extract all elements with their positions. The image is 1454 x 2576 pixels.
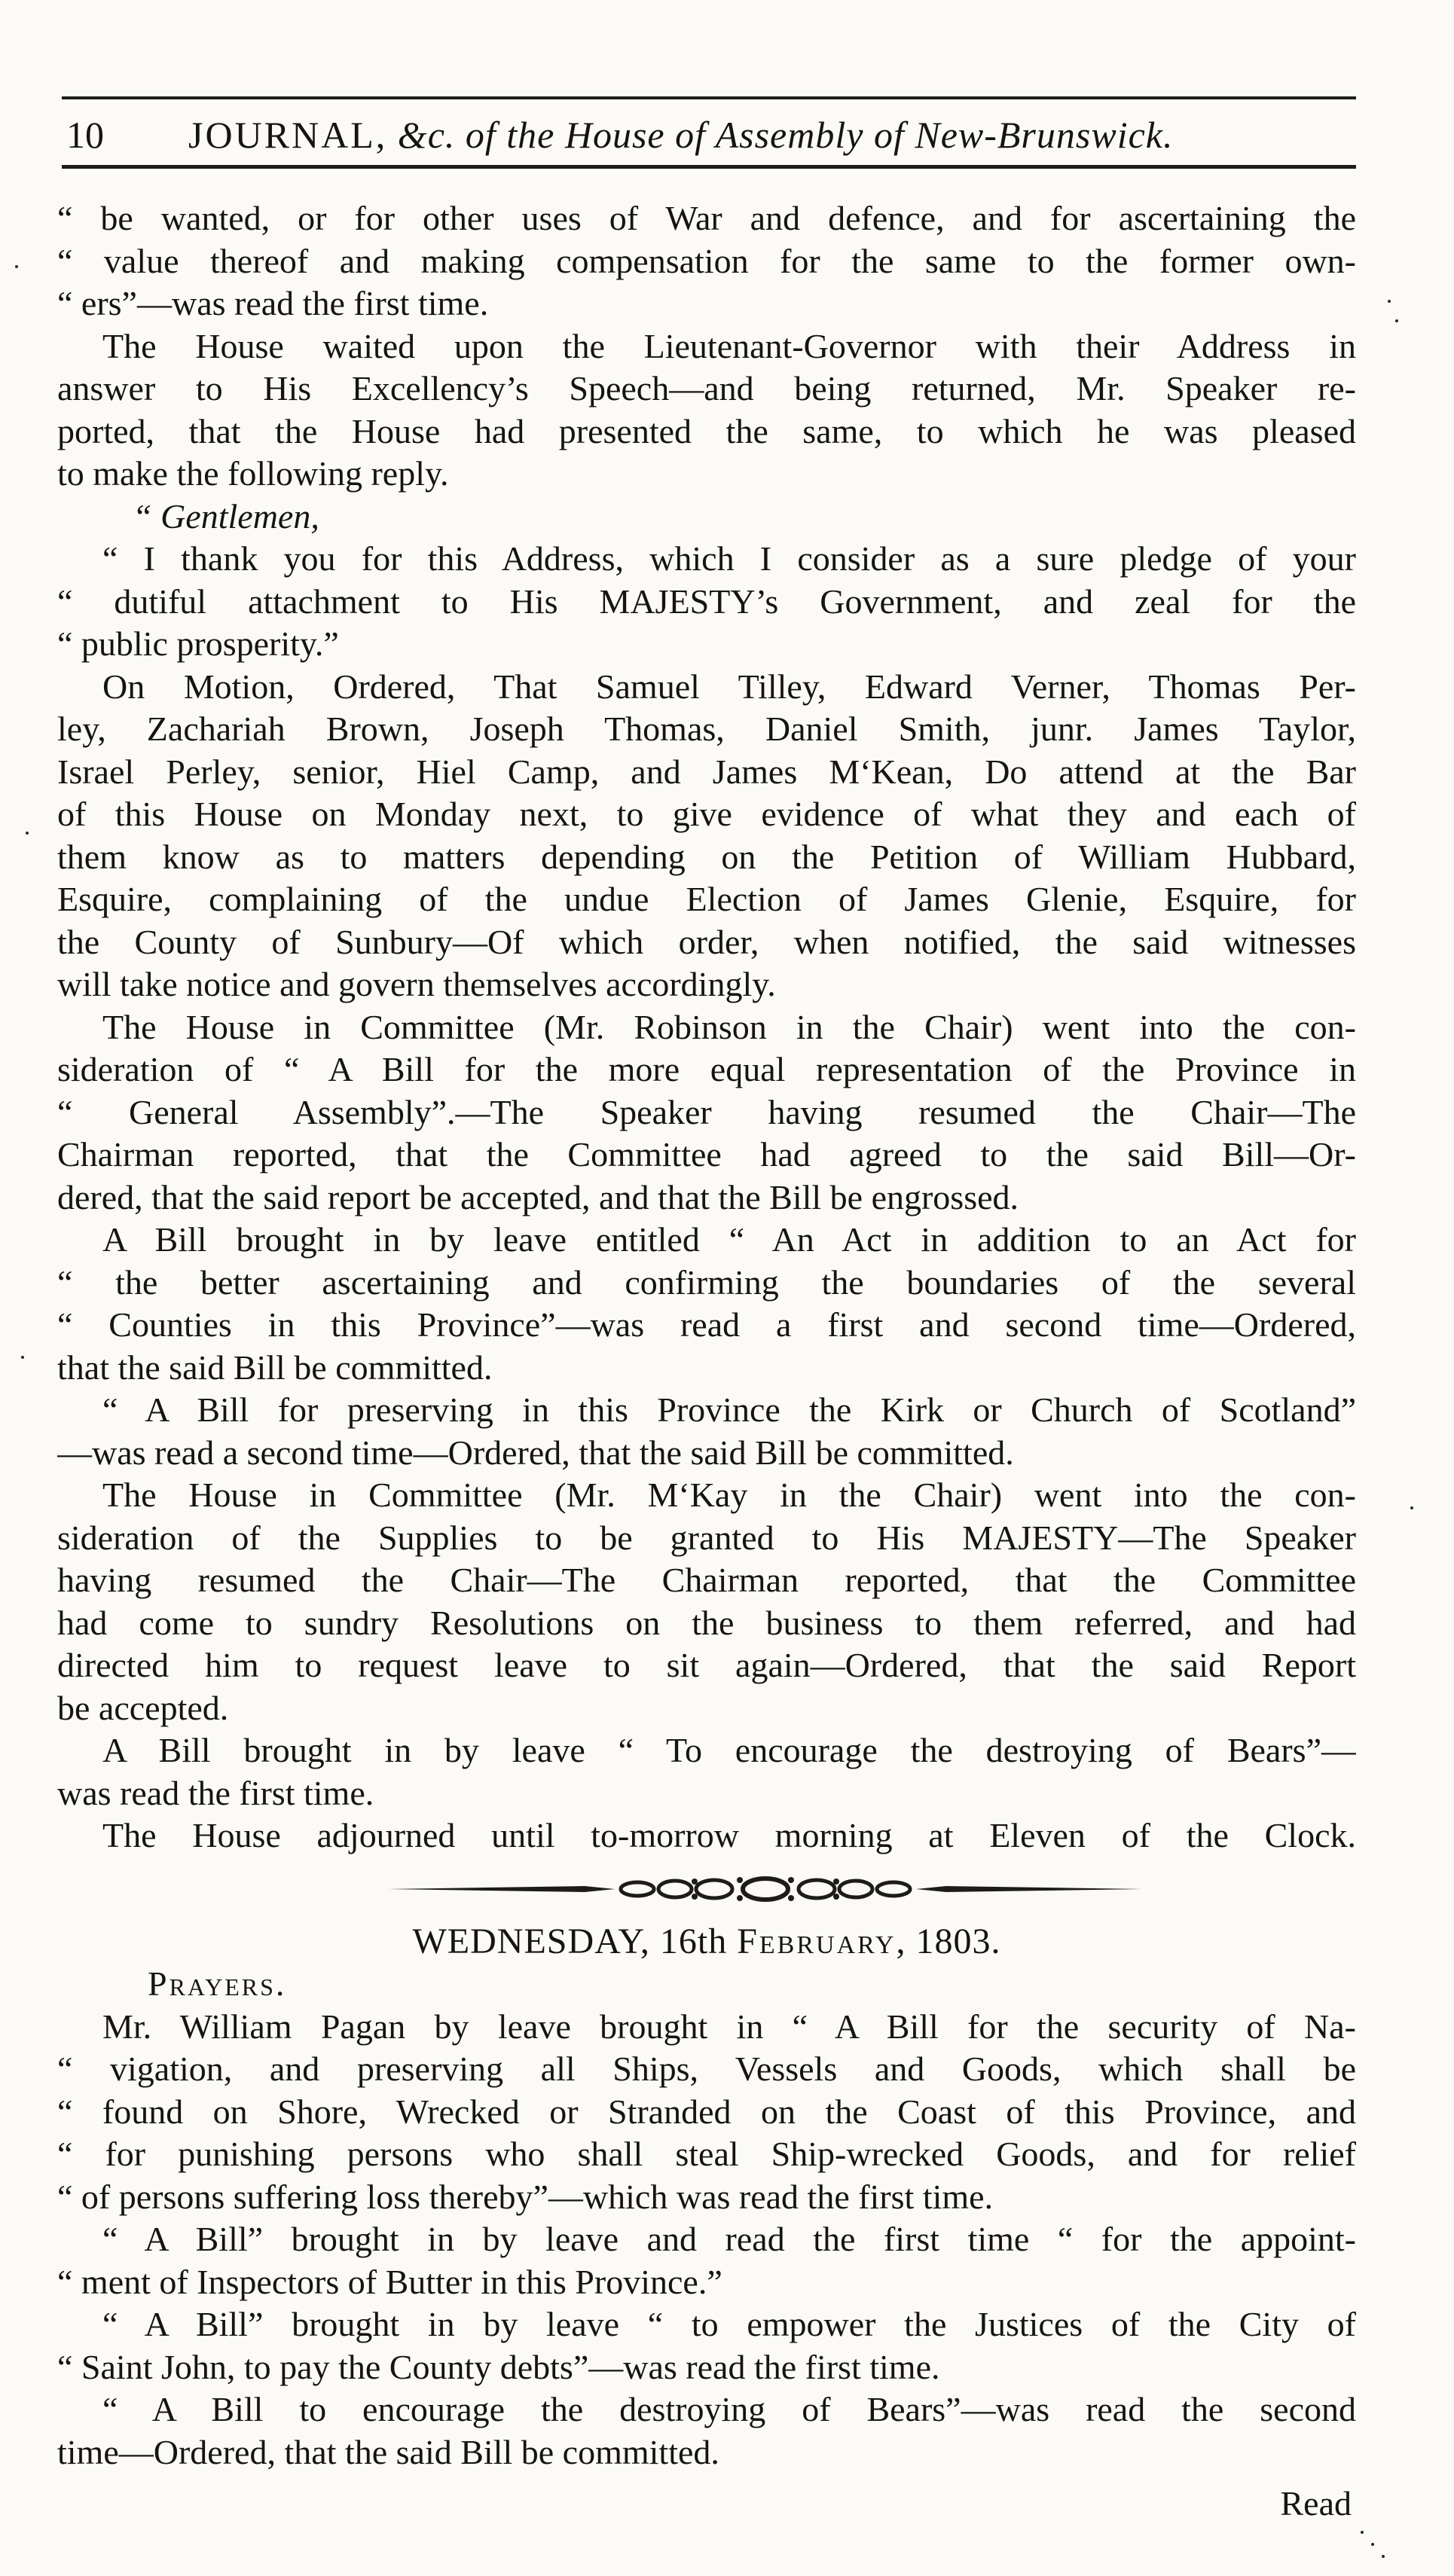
text-line: Esquire, complaining of the undue Election of James Glenie, Esquire, for <box>57 880 1356 918</box>
text-line: On Motion, Ordered, That Samuel Tilley, Edward Verner, Thomas Per- <box>102 667 1356 706</box>
text-line: The House waited upon the Lieutenant-Governor with their Address in <box>102 326 1356 365</box>
text-line: Chairman reported, that the Committee had agreed to the said Bill—Or- <box>57 1135 1356 1174</box>
text-line: “ General Assembly”.—The Speaker having resumed the Chair—The <box>57 1092 1356 1131</box>
text-line: answer to His Excellency’s Speech—and being returned, Mr. Speaker re- <box>57 369 1356 407</box>
text-line: that the said Bill be committed. <box>57 1348 493 1387</box>
text-line: them know as to matters depending on the Petition of William Hubbard, <box>57 837 1356 876</box>
text-line: “ dutiful attachment to His MAJESTY’s Government, and zeal for the <box>57 581 1356 621</box>
text-line: be accepted. <box>57 1688 229 1727</box>
catchword: Read <box>1280 2484 1352 2523</box>
text-line: A Bill brought in by leave “ To encourage the destroying of Bears”— <box>102 1731 1356 1769</box>
text-line: Mr. William Pagan by leave brought in “ A Bill for the security of Na- <box>102 2007 1356 2046</box>
text-line: “ of persons suffering loss thereby”—which was read the first time. <box>57 2177 994 2216</box>
text-line: “ Saint John, to pay the County debts”—was read the first time. <box>57 2347 940 2386</box>
text-line: “ A Bill” brought in by leave “ to empower the Justices of the City of <box>102 2305 1356 2343</box>
journal-text <box>57 197 1356 2526</box>
text-line: to make the following reply. <box>57 454 449 493</box>
text-line: “ for punishing persons who shall steal Ship-wrecked Goods, and for relief <box>57 2135 1356 2173</box>
text-line: “ A Bill to encourage the destroying of Bears”—was read the second <box>102 2390 1356 2428</box>
text-line: “ the better ascertaining and confirming the boundaries of the several <box>57 1262 1356 1302</box>
text-line: “ ers”—was read the first time. <box>57 284 489 322</box>
text-line: “ found on Shore, Wrecked or Stranded on the Coast of this Province, and <box>57 2092 1356 2131</box>
text-line: ley, Zachariah Brown, Joseph Thomas, Daniel Smith, junr. James Taylor, <box>57 710 1356 748</box>
text-line: “ I thank you for this Address, which I consider as a sure pledge of your <box>102 539 1356 578</box>
text-line: time—Ordered, that the said Bill be committed. <box>57 2432 719 2471</box>
running-head-journal: JOURNAL, <box>188 114 388 156</box>
text-line: “ vigation, and preserving all Ships, Vessels and Goods, which shall be <box>57 2050 1356 2088</box>
running-head <box>188 108 1173 161</box>
text-line: The House adjourned until to-morrow morning at Eleven of the Clock. <box>102 1816 1356 1854</box>
running-head-rest: &c. of the House of Assembly of New-Brunswick. <box>387 114 1174 156</box>
text-line: The House in Committee (Mr. Robinson in the Chair) went into the con- <box>102 1007 1356 1046</box>
text-line: having resumed the Chair—The Chairman reported, that the Committee <box>57 1561 1356 1599</box>
text-line: —was read a second time—Ordered, that the said Bill be committed. <box>57 1433 1014 1472</box>
text-line: The House in Committee (Mr. M‘Kay in the Chair) went into the con- <box>102 1476 1356 1514</box>
page-number: 10 <box>66 114 104 156</box>
ornamental-divider <box>57 1857 1356 1921</box>
text-line: sideration of the Supplies to be granted to His MAJESTY—The Speaker <box>57 1518 1356 1557</box>
text-line: will take notice and govern themselves accordingly. <box>57 965 776 1003</box>
text-line: the County of Sunbury—Of which order, when notified, the said witnesses <box>57 922 1356 961</box>
text-line: of this House on Monday next, to give evidence of what they and each of <box>57 795 1356 833</box>
text-line: “ public prosperity.” <box>57 624 339 663</box>
text-line: “ A Bill for preserving in this Province the Kirk or Church of Scotland” <box>102 1390 1356 1429</box>
text-line: was read the first time. <box>57 1773 374 1812</box>
prayers-label: Prayers. <box>148 1964 287 2003</box>
day-heading: WEDNESDAY, 16th February, 1803. <box>412 1921 1001 1961</box>
text-line: ported, that the House had presented the same, to which he was pleased <box>57 411 1356 450</box>
text-line: sideration of “ A Bill for the more equal representation of the Province in <box>57 1050 1356 1088</box>
text-line: A Bill brought in by leave entitled “ An Act in addition to an Act for <box>102 1220 1356 1259</box>
text-line: “ value thereof and making compensation for the same to the former own- <box>57 241 1356 280</box>
text-line: “ ment of Inspectors of Butter in this Province.” <box>57 2262 722 2301</box>
text-line: dered, that the said report be accepted, and that the Bill be engrossed. <box>57 1177 1019 1216</box>
ornament-icon <box>389 1874 1142 1904</box>
text-line: “ Gentlemen, <box>133 496 319 536</box>
text-line: directed him to request leave to sit again—Ordered, that the said Report <box>57 1646 1356 1684</box>
text-line: had come to sundry Resolutions on the business to them referred, and had <box>57 1603 1356 1642</box>
text-line: “ be wanted, or for other uses of War and defence, and for ascertaining the <box>57 199 1356 237</box>
text-line: “ A Bill” brought in by leave and read the first time “ for the appoint- <box>102 2220 1356 2258</box>
page-header <box>62 96 1356 169</box>
text-line: “ Counties in this Province”—was read a first and second time—Ordered, <box>57 1305 1356 1344</box>
text-line: Israel Perley, senior, Hiel Camp, and James M‘Kean, Do attend at the Bar <box>57 752 1356 791</box>
